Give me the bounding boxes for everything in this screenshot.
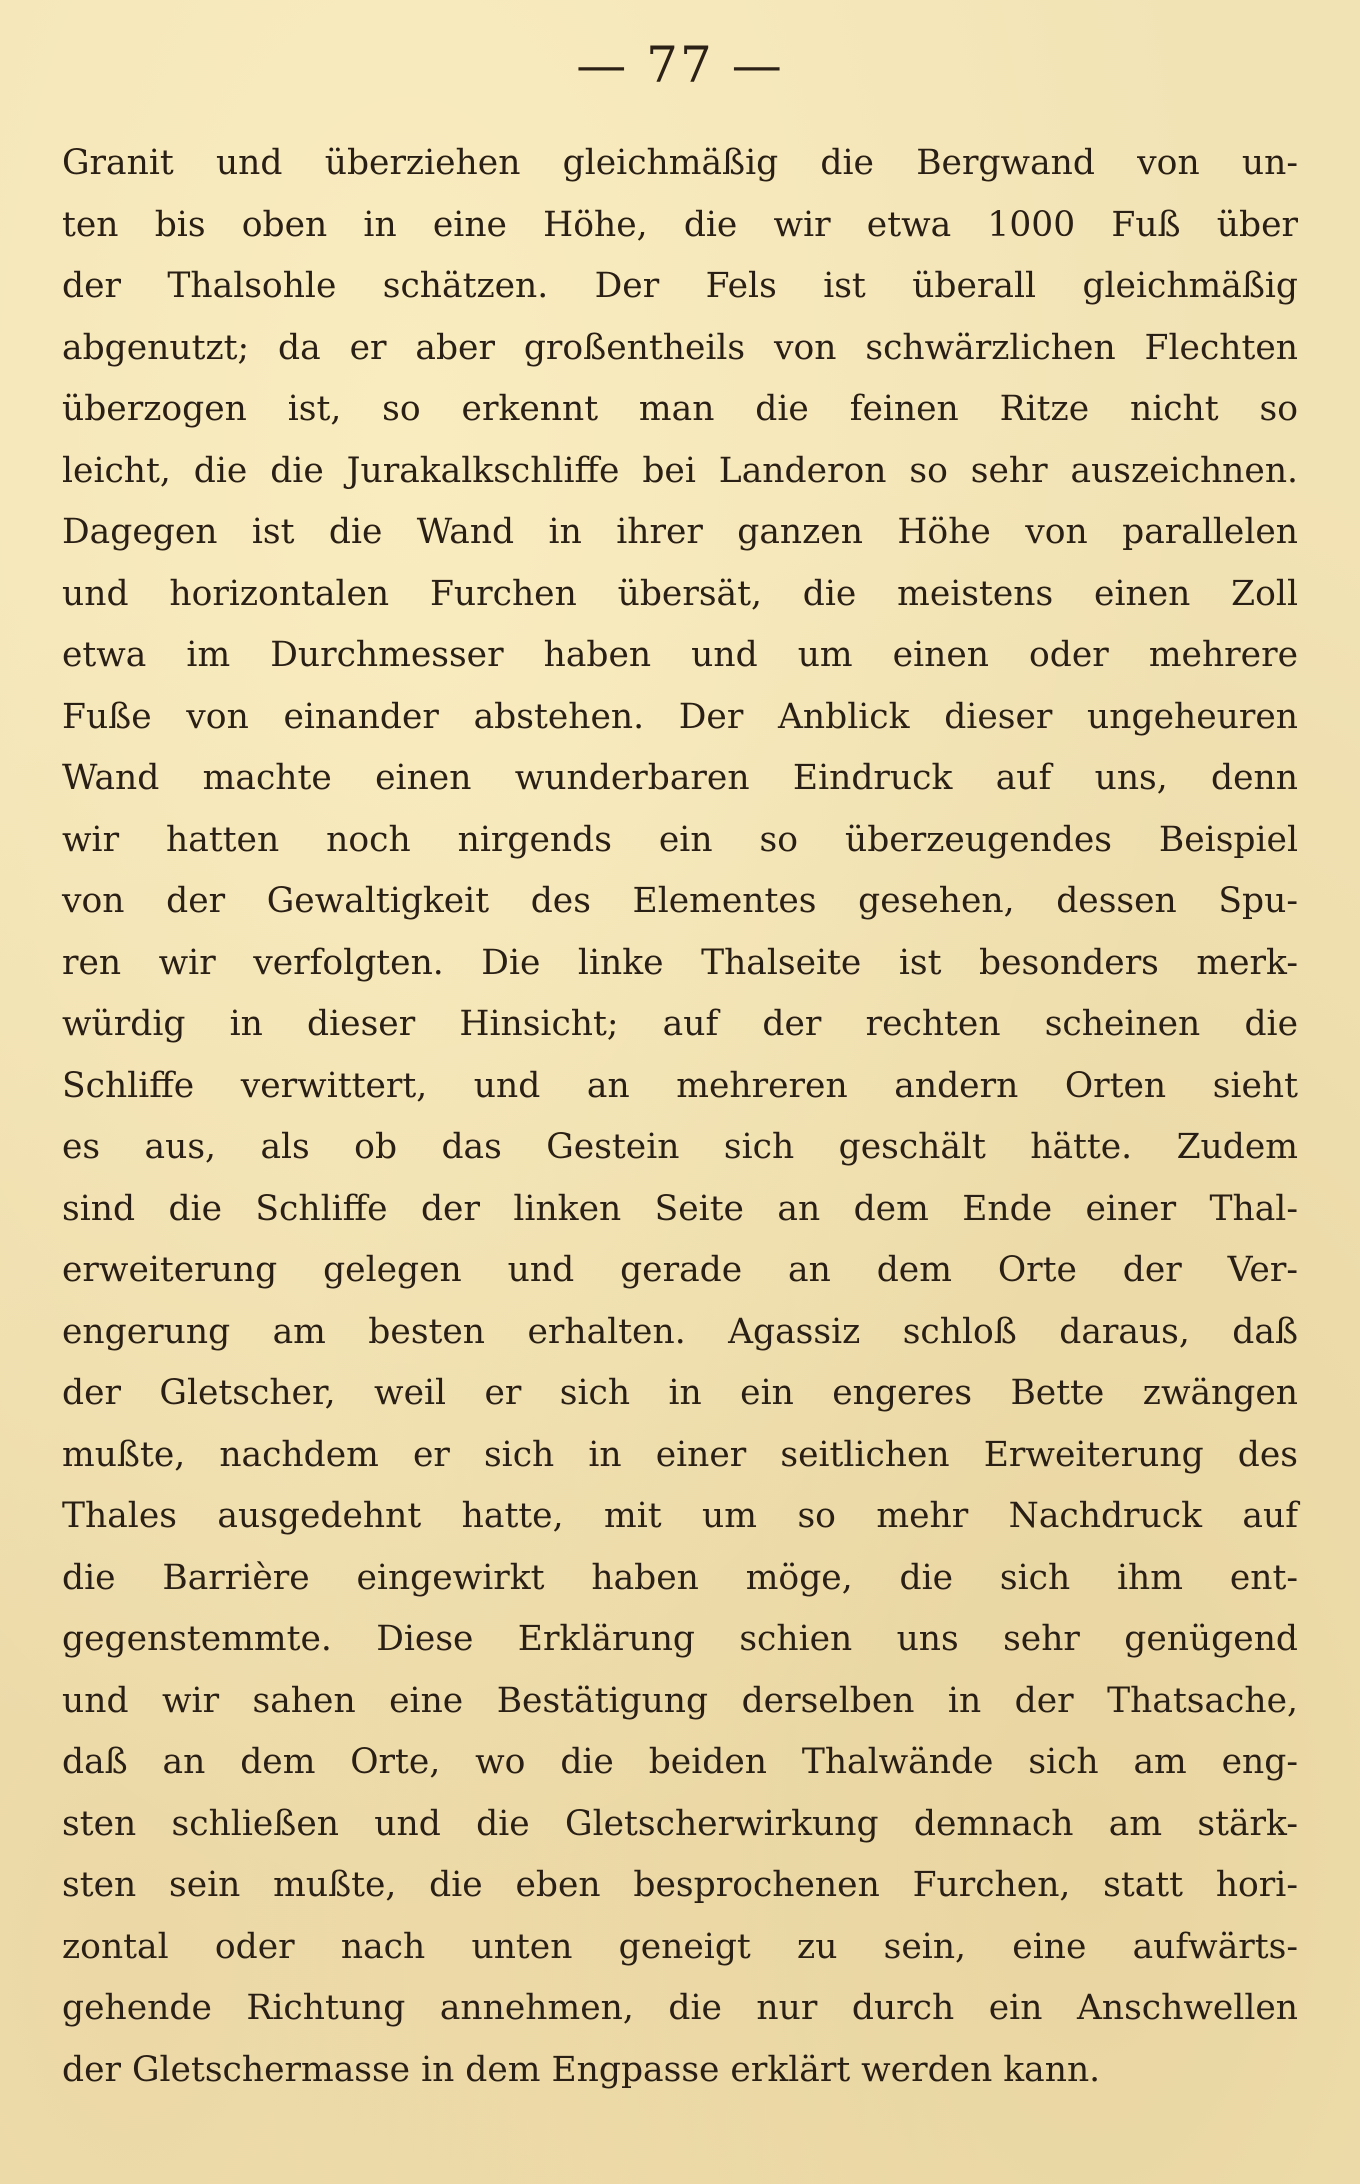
text-line: gehende Richtung annehmen, die nur durch ein Anschwellen [62,1988,1298,2028]
page-number: — 77 — [576,36,784,94]
text-line: würdig in dieser Hinsicht; auf der rechten scheinen die [62,1004,1298,1044]
text-line: erweiterung gelegen und gerade an dem Orte der Ver- [62,1250,1298,1290]
text-line: der Gletschermasse in dem Engpasse erklärt werden kann. [62,2049,1101,2090]
text-line: Schliffe verwittert, und an mehreren andern Orten sieht [62,1065,1298,1106]
text-line: von der Gewaltigkeit des Elementes gesehen, dessen Spu- [62,881,1298,921]
text-line: ten bis oben in eine Höhe, die wir etwa 1000 Fuß über [62,204,1298,245]
text-line: Wand machte einen wunderbaren Eindruck auf uns, denn [62,758,1298,798]
text-line: der Thalsohle schätzen. Der Fels ist überall gleichmäßig [62,266,1298,306]
text-line: überzogen ist, so erkennt man die feinen Ritze nicht so [62,389,1298,429]
body-text [62,133,1298,2101]
text-line: Granit und überziehen gleichmäßig die Bergwand von un- [62,143,1298,183]
text-line: und wir sahen eine Bestätigung derselben in der Thatsache, [62,1680,1298,1721]
text-line: gegenstemmte. Diese Erklärung schien uns sehr genügend [62,1619,1298,1659]
text-line: leicht, die die Jurakalkschliffe bei Landeron so sehr auszeichnen. [62,450,1298,491]
text-line: daß an dem Orte, wo die beiden Thalwände sich am eng- [62,1742,1298,1782]
text-line: etwa im Durchmesser haben und um einen oder mehrere [62,635,1298,675]
text-line: Fuße von einander abstehen. Der Anblick dieser ungeheuren [62,696,1298,737]
text-line: Thales ausgedehnt hatte, mit um so mehr Nachdruck auf [62,1496,1298,1536]
text-line: abgenutzt; da er aber großentheils von schwärzlichen Flechten [62,327,1298,368]
text-line: sten schließen und die Gletscherwirkung demnach am stärk- [62,1803,1298,1844]
text-line: Dagegen ist die Wand in ihrer ganzen Höhe von parallelen [62,512,1298,552]
text-line: der Gletscher, weil er sich in ein engeres Bette zwängen [62,1373,1298,1413]
text-line: wir hatten noch nirgends ein so überzeugendes Beispiel [62,819,1298,860]
text-line: zontal oder nach unten geneigt zu sein, eine aufwärts- [62,1926,1298,1967]
text-line: und horizontalen Furchen übersät, die meistens einen Zoll [62,573,1298,614]
text-line: die Barrière eingewirkt haben möge, die sich ihm ent- [62,1557,1298,1598]
text-line: ren wir verfolgten. Die linke Thalseite ist besonders merk- [62,942,1298,983]
text-line: mußte, nachdem er sich in einer seitlichen Erweiterung des [62,1434,1298,1475]
text-line: engerung am besten erhalten. Agassiz schloß daraus, daß [62,1311,1298,1352]
text-line: sten sein mußte, die eben besprochenen Furchen, statt hori- [62,1865,1298,1905]
text-line: sind die Schliffe der linken Seite an dem Ende einer Thal- [62,1188,1298,1229]
text-line: es aus, als ob das Gestein sich geschält hätte. Zudem [62,1127,1298,1167]
